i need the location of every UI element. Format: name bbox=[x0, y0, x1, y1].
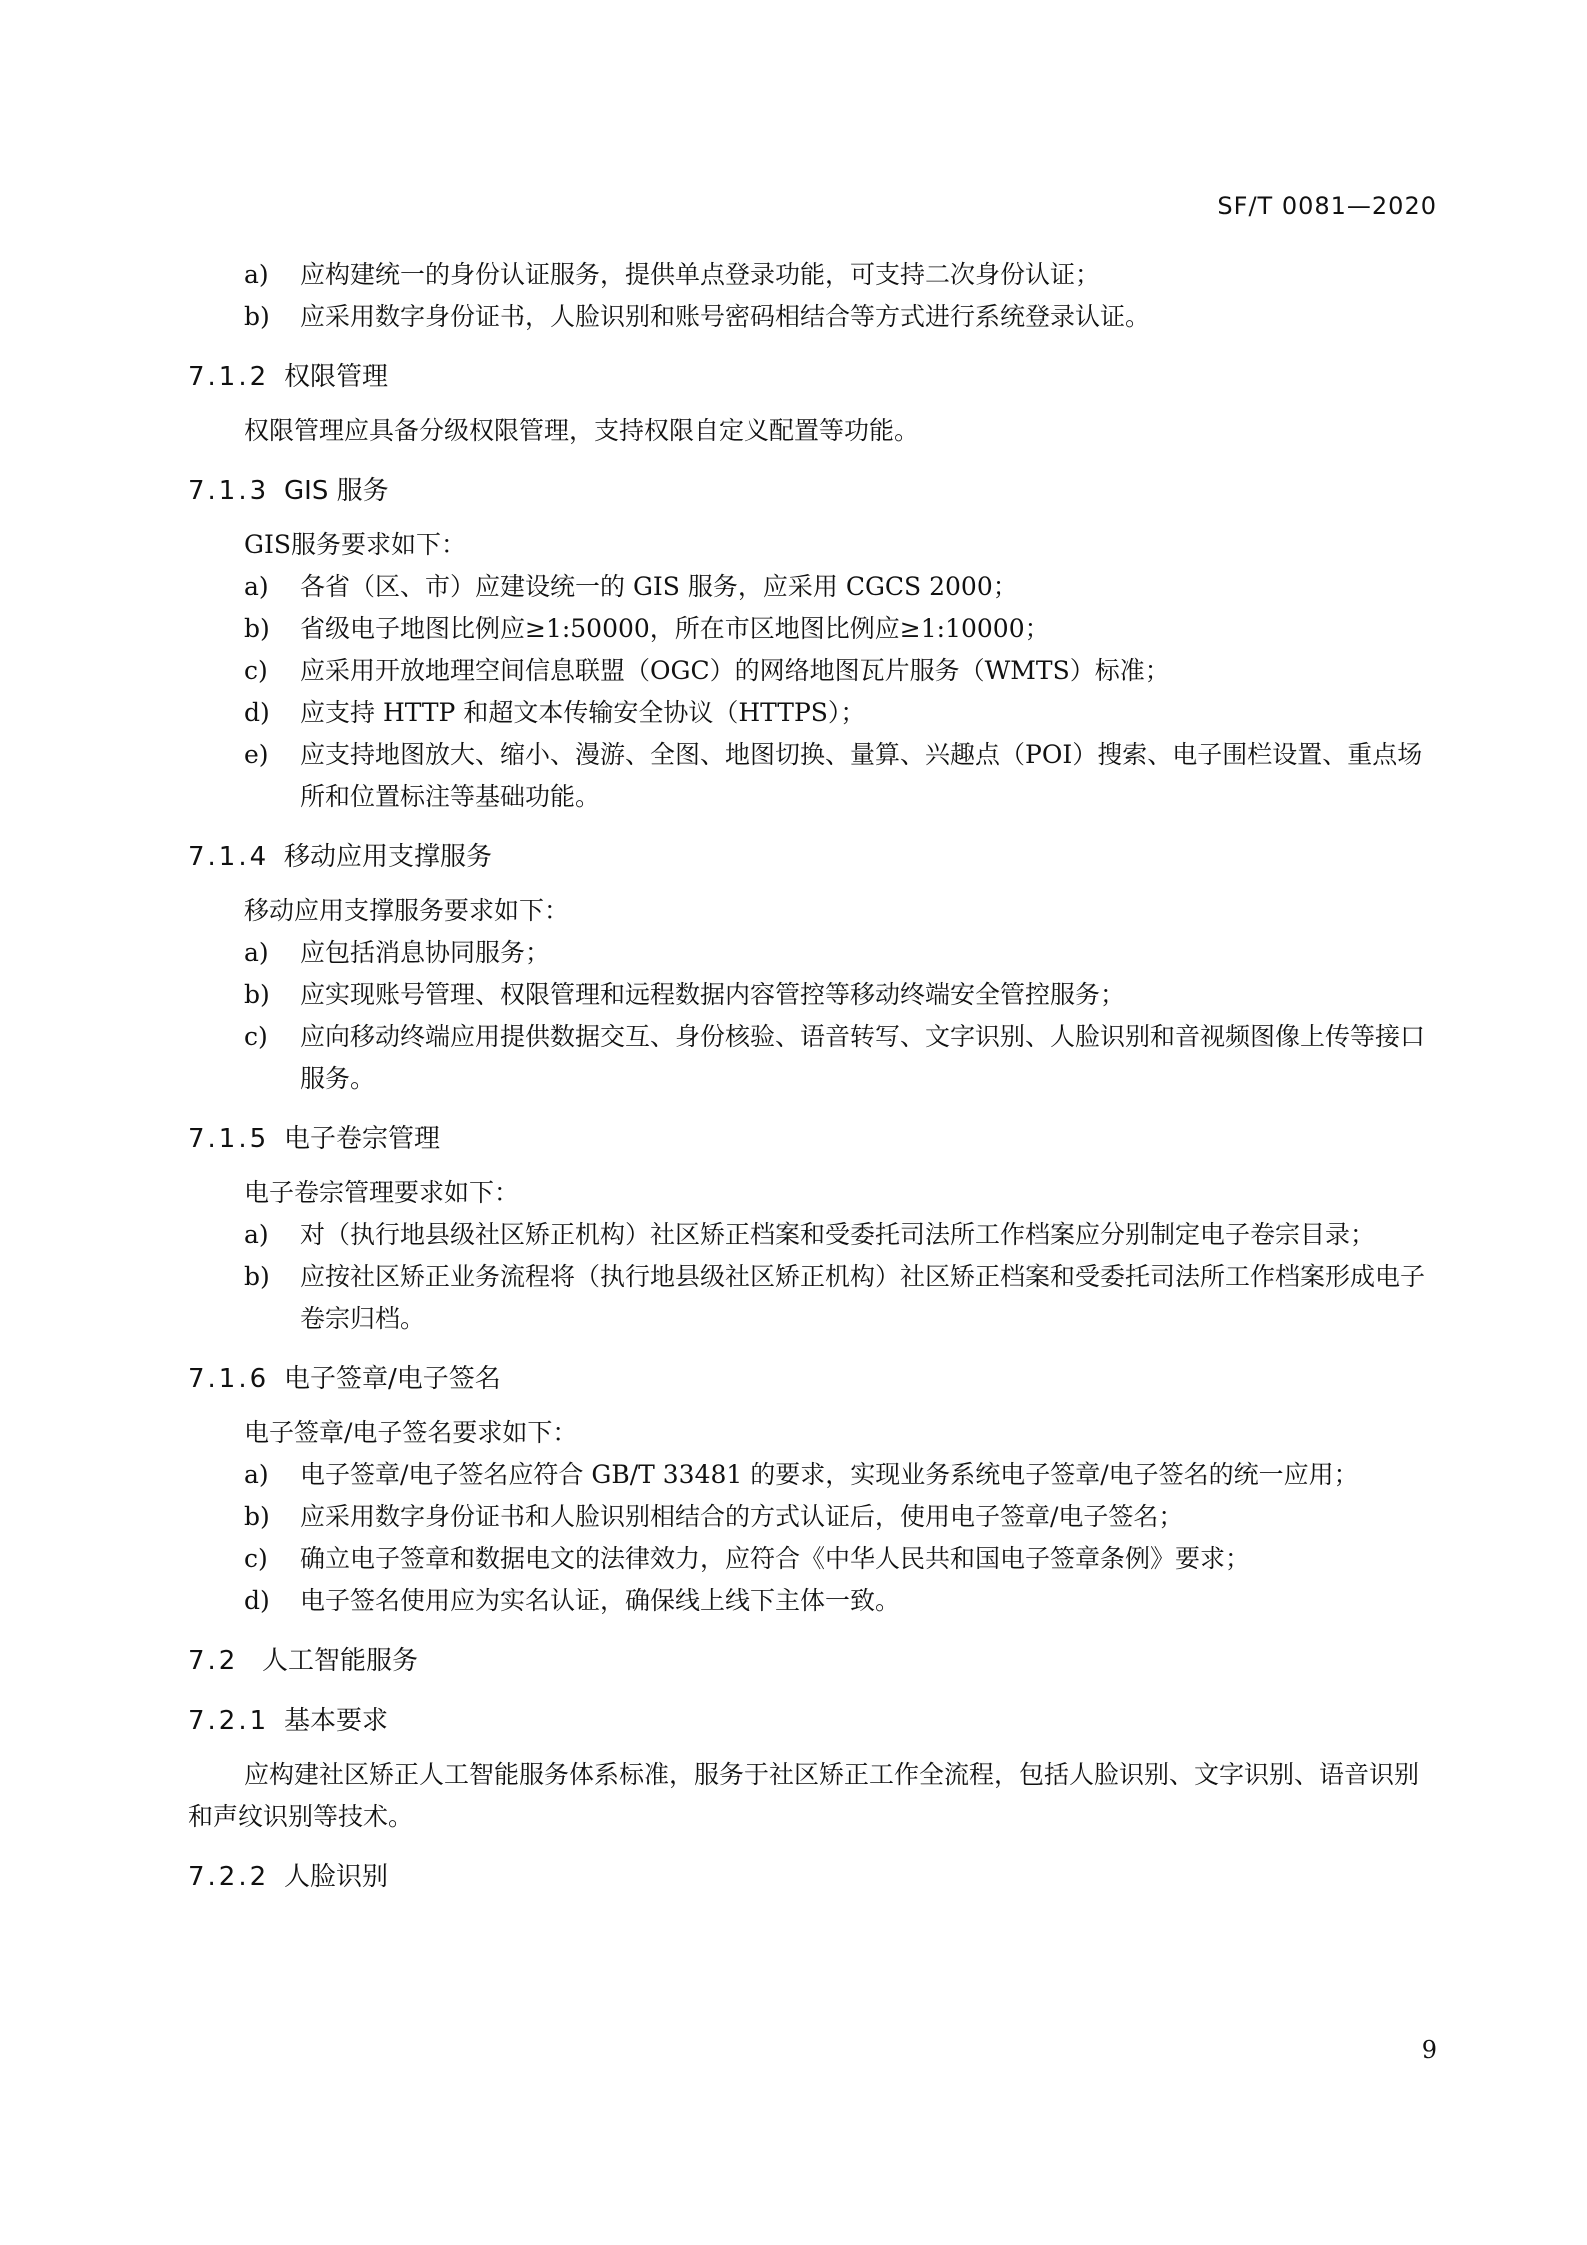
list-item bbox=[188, 1580, 1438, 1622]
list-item-text: 省级电子地图比例应≥1:50000，所在市区地图比例应≥1:10000； bbox=[300, 614, 1050, 643]
list-item-label: b) bbox=[244, 980, 270, 1009]
list-item-text: 应采用开放地理空间信息联盟（OGC）的网络地图瓦片服务（WMTS）标准； bbox=[300, 656, 1170, 685]
list-item bbox=[188, 1214, 1438, 1256]
list-item-text: 应支持地图放大、缩小、漫游、全图、地图切换、量算、兴趣点（POI）搜索、电子围栏设置、重点场所和位置标注等基础功能。 bbox=[300, 740, 1423, 811]
list-item-label: b) bbox=[244, 1262, 270, 1291]
section-title: 人工智能服务 bbox=[262, 1646, 419, 1676]
list-item bbox=[188, 734, 1438, 818]
list-item-text: 应包括消息协同服务； bbox=[300, 938, 551, 967]
list-intro: 电子卷宗管理要求如下： bbox=[244, 1178, 520, 1207]
section-heading-7-1-4 bbox=[188, 836, 1438, 878]
list-item-text: 电子签章/电子签名应符合 GB/T 33481 的要求，实现业务系统电子签章/电子签名的统一应用； bbox=[300, 1460, 1359, 1489]
section-title: 权限管理 bbox=[284, 362, 389, 392]
list-item-text: 应构建统一的身份认证服务，提供单点登录功能，可支持二次身份认证； bbox=[300, 260, 1101, 289]
list-item-text: 应按社区矫正业务流程将（执行地县级社区矫正机构）社区矫正档案和受委托司法所工作档案形成电子卷宗归档。 bbox=[300, 1262, 1426, 1333]
list-item-text: 应支持 HTTP 和超文本传输安全协议（HTTPS）； bbox=[300, 698, 866, 727]
list-item-label: b) bbox=[244, 1502, 270, 1531]
section-title: 基本要求 bbox=[284, 1706, 389, 1736]
list-item-label: a) bbox=[244, 260, 269, 289]
list-item bbox=[188, 1454, 1438, 1496]
list-item-label: b) bbox=[244, 614, 270, 643]
section-heading-7-1-5 bbox=[188, 1118, 1438, 1160]
section-heading-7-1-2 bbox=[188, 356, 1438, 398]
list-item bbox=[188, 1256, 1438, 1340]
list-item-label: d) bbox=[244, 698, 270, 727]
list-item-text: 各省（区、市）应建设统一的 GIS 服务，应采用 CGCS 2000； bbox=[300, 572, 1018, 601]
list-item-label: a) bbox=[244, 572, 269, 601]
section-number: 7.1.5 bbox=[188, 1124, 270, 1154]
list-item-text: 应采用数字身份证书，人脸识别和账号密码相结合等方式进行系统登录认证。 bbox=[300, 302, 1151, 331]
section-number: 7.2 bbox=[188, 1646, 239, 1676]
list-item-text: 应向移动终端应用提供数据交互、身份核验、语音转写、文字识别、人脸识别和音视频图像上传等接口服务。 bbox=[300, 1022, 1426, 1093]
paragraph: 应构建社区矫正人工智能服务体系标准，服务于社区矫正工作全流程，包括人脸识别、文字识别、语音识别和声纹识别等技术。 bbox=[188, 1760, 1420, 1831]
list-item-label: c) bbox=[244, 1544, 268, 1573]
list-item bbox=[188, 254, 1438, 296]
list-item bbox=[188, 974, 1438, 1016]
section-heading-7-1-3 bbox=[188, 470, 1438, 512]
list-item-text: 应实现账号管理、权限管理和远程数据内容管控等移动终端安全管控服务； bbox=[300, 980, 1126, 1009]
list-item-label: c) bbox=[244, 656, 268, 685]
list-item-text: 电子签名使用应为实名认证，确保线上线下主体一致。 bbox=[300, 1586, 901, 1615]
section-number: 7.1.4 bbox=[188, 842, 270, 872]
section-title: 电子签章/电子签名 bbox=[284, 1364, 501, 1394]
list-item-label: a) bbox=[244, 938, 269, 967]
section-heading-7-2-1 bbox=[188, 1700, 1438, 1742]
section-title: GIS 服务 bbox=[284, 476, 389, 506]
list-item-label: a) bbox=[244, 1460, 269, 1489]
list-item bbox=[188, 1016, 1438, 1100]
list-item-text: 应采用数字身份证书和人脸识别相结合的方式认证后，使用电子签章/电子签名； bbox=[300, 1502, 1184, 1531]
section-number: 7.2.1 bbox=[188, 1706, 270, 1736]
section-heading-7-1-6 bbox=[188, 1358, 1438, 1400]
paragraph: 权限管理应具备分级权限管理，支持权限自定义配置等功能。 bbox=[244, 416, 920, 445]
list-item bbox=[188, 608, 1438, 650]
list-item bbox=[188, 1496, 1438, 1538]
section-heading-7-2 bbox=[188, 1640, 1438, 1682]
page-number: 9 bbox=[1421, 2036, 1437, 2064]
list-intro: 电子签章/电子签名要求如下： bbox=[244, 1418, 578, 1447]
section-title: 电子卷宗管理 bbox=[284, 1124, 441, 1154]
list-item bbox=[188, 566, 1438, 608]
list-item bbox=[188, 692, 1438, 734]
section-number: 7.1.6 bbox=[188, 1364, 270, 1394]
list-item-label: b) bbox=[244, 302, 270, 331]
list-item-label: a) bbox=[244, 1220, 269, 1249]
list-intro: GIS服务要求如下： bbox=[244, 530, 466, 559]
section-number: 7.1.3 bbox=[188, 476, 270, 506]
list-item-label: d) bbox=[244, 1586, 270, 1615]
list-item-label: c) bbox=[244, 1022, 268, 1051]
list-item-label: e) bbox=[244, 740, 269, 769]
section-title: 移动应用支撑服务 bbox=[284, 842, 493, 872]
list-item bbox=[188, 296, 1438, 338]
section-number: 7.2.2 bbox=[188, 1862, 270, 1892]
page-content bbox=[188, 254, 1438, 1910]
list-item-text: 确立电子签章和数据电文的法律效力，应符合《中华人民共和国电子签章条例》要求； bbox=[300, 1544, 1251, 1573]
list-intro: 移动应用支撑服务要求如下： bbox=[244, 896, 570, 925]
section-number: 7.1.2 bbox=[188, 362, 270, 392]
section-title: 人脸识别 bbox=[284, 1862, 389, 1892]
list-item bbox=[188, 650, 1438, 692]
standard-code: SF/T 0081—2020 bbox=[1217, 192, 1437, 220]
list-item bbox=[188, 932, 1438, 974]
section-heading-7-2-2 bbox=[188, 1856, 1438, 1898]
list-item-text: 对（执行地县级社区矫正机构）社区矫正档案和受委托司法所工作档案应分别制定电子卷宗目录； bbox=[300, 1220, 1376, 1249]
list-item bbox=[188, 1538, 1438, 1580]
